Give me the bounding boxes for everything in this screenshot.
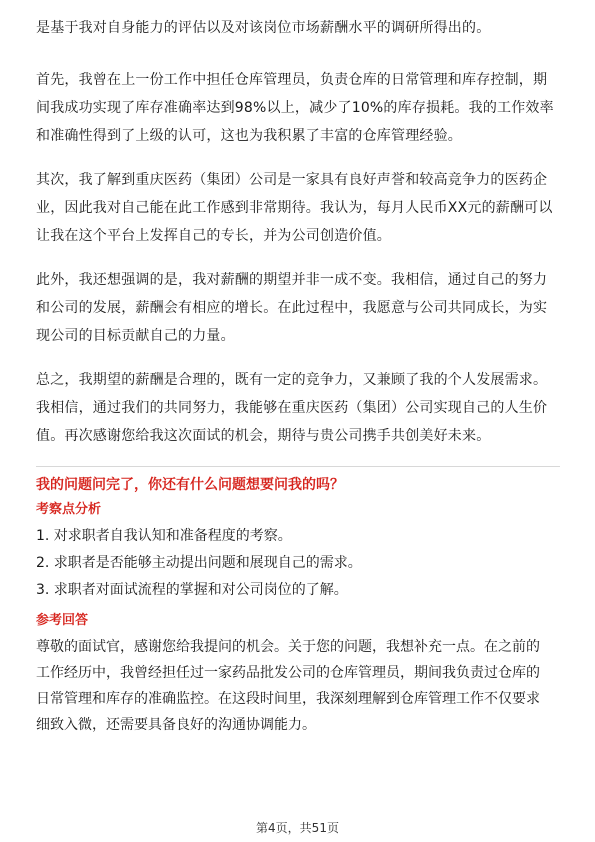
paragraph-second-point: 其次，我了解到重庆医药（集团）公司是一家具有良好声誉和较高竞争力的医药企 业，因此我对自己能在此工作感到非常期待。我认为，每月人民币XX元的薪酬可以 让我在这个平台上发挥自己的专长，并为公司创造价值。 (36, 172, 553, 244)
interview-question: 我的问题问完了，你还有什么问题想要问我的吗？ (36, 477, 344, 493)
paragraph-third-point: 此外，我还想强调的是，我对薪酬的期望并非一成不变。我相信，通过自己的努力 和公司的发展，薪酬会有相应的增长。在此过程中，我愿意与公司共同成长，为实 现公司的目标贡献自己的力量。 (36, 272, 548, 344)
reference-answer-text: 尊敬的面试官，感谢您给我提问的机会。关于您的问题，我想补充一点。在之前的 工作经历中，我曾经担任过一家药品批发公司的仓库管理员，期间我负责过仓库的 日常管理和库存的准确监控。在这段时间里，我深刻理解到仓库管理工作不仅要求 细致入微，还需要具备良好的沟通协调能力。 (36, 639, 540, 733)
section-divider (36, 466, 560, 467)
page-number-footer: 第4页，共51页 (256, 821, 339, 835)
analysis-point: 2. 求职者是否能够主动提出问题和展现自己的需求。 (36, 555, 362, 571)
analysis-title: 考察点分析 (36, 502, 102, 517)
paragraph-intro-continuation: 是基于我对自身能力的评估以及对该岗位市场薪酬水平的调研所得出的。 (36, 20, 491, 36)
paragraph-first-point: 首先，我曾在上一份工作中担任仓库管理员，负责仓库的日常管理和库存控制，期 间我成功实现了库存准确率达到98%以上，减少了10%的库存损耗。我的工作效率 和准确性得到了上级的认可，这也为我积累了丰富的仓库管理经验。 (36, 72, 554, 144)
paragraph-conclusion: 总之，我期望的薪酬是合理的，既有一定的竞争力，又兼顾了我的个人发展需求。 我相信，通过我们的共同努力，我能够在重庆医药（集团）公司实现自己的人生价 值。再次感谢您给我这次面试的机会，期待与贵公司携手共创美好未来。 (36, 372, 548, 444)
reference-answer-title: 参考回答 (36, 613, 89, 628)
analysis-points-list (36, 523, 560, 604)
analysis-point: 3. 求职者对面试流程的掌握和对公司岗位的了解。 (36, 582, 348, 598)
analysis-point: 1. 对求职者自我认知和准备程度的考察。 (36, 528, 292, 544)
document-page (36, 14, 560, 738)
